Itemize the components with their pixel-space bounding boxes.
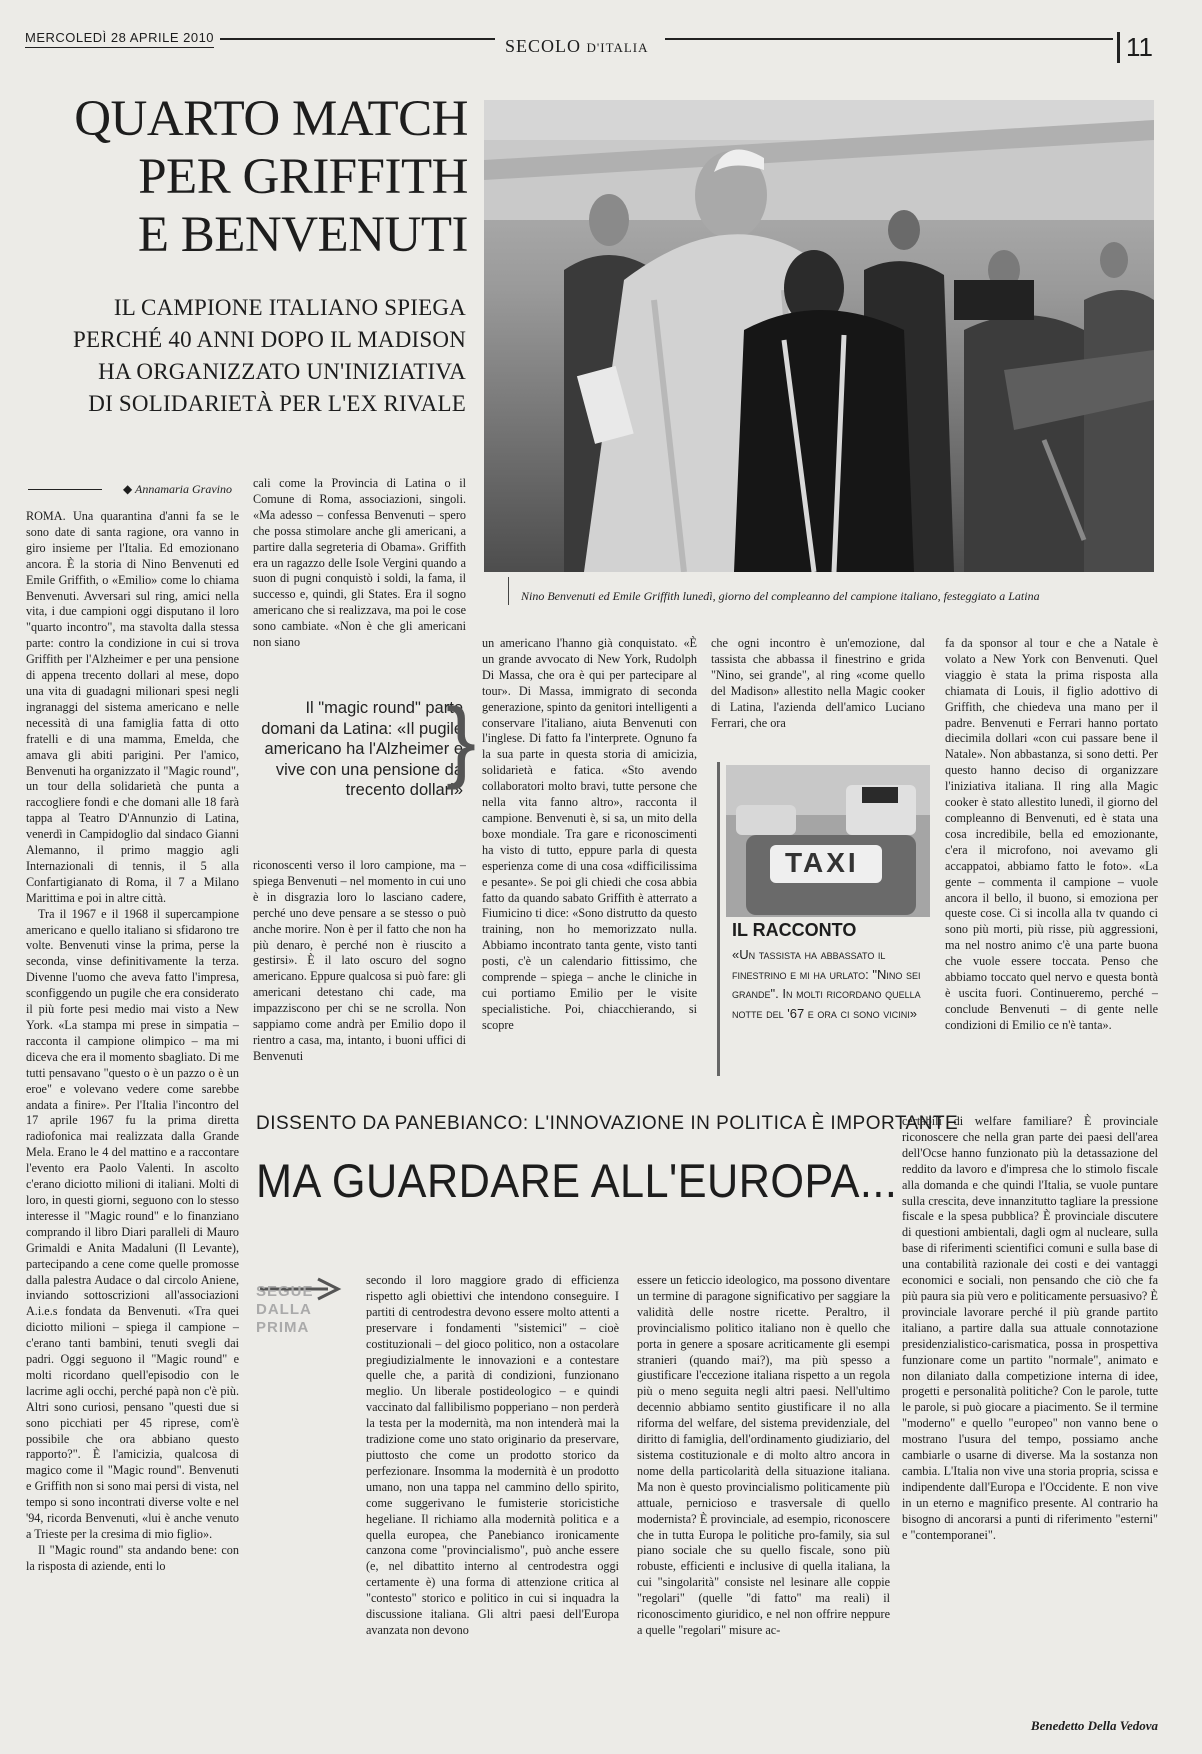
headline-line: E BENVENUTI <box>137 207 468 263</box>
deck-line: PERCHÉ 40 ANNI DOPO IL MADISON <box>73 327 466 352</box>
article-column-2 <box>253 476 466 665</box>
article2-column-3 <box>902 1114 1158 1712</box>
deck-line: HA ORGANIZZATO UN'INIZIATIVA <box>98 359 466 384</box>
paragraph: riconoscenti verso il loro campione, ma – spiega Benvenuti – nel momento in cui uno è in disgrazia loro lo lasciano cadere, perché uno deve pensare a se stesso o può anche morire. Non è per il fatto che non ha più denaro, è perché non è riuscito a gestirsi». È il lato oscuro del sogno americano. Eppure qualcosa si può fare: gli americani detestano chi cade, ma impazziscono per chi se ne scrolla. Non sappiamo come andrà per Emilio dopo il rientro a casa, ma, intanto, i buoni uffici di Benvenuti <box>253 858 466 1063</box>
paragraph: ROMA. Una quarantina d'anni fa se le sono date di santa ragione, ora vanno in giro insieme per l'Italia. Ed emozionano ancora. È la storia di Nino Benvenuti ed Emile Griffith, o «Emilio» come lo chiama Benvenuti. Avversari sul ring, amici nella vita, i due campioni oggi disputano il loro "quarto incontro", ma stavolta dalla stessa parte: contro la condizione in cui si trova Griffith per l'Alzheimer e per una pensione di appena trecento dollari al mese, dopo una vita di guadagni milionari spesi negli ingranaggi del sistema americano e nelle necessità di una famiglia fatta di otto fratelli e di una mamma, Emelda, che amava gli abiti parigini. Per l'amico, Benvenuti ha organizzato il "Magic round", un tour della solidarietà che punta a raccogliere fondi e che domani alle 18 farà tappa al Teatro D'Annunzio di Latina, venerdì in Campidoglio dal sindaco Gianni Alemanno, il primo maggio agli Internazionali di tennis, il 5 alla Confartigianato di Roma, il 7 a Milano Marittima e poi in altre città. <box>26 509 239 905</box>
photo-caption: Nino Benvenuti ed Emile Griffith lunedì, giorno del compleanno del campione italiano, festeggiato a Latina <box>521 589 1040 603</box>
paragraph: che ogni incontro è un'emozione, dal tassista che abbassa il finestrino e grida "Nino, sei grande", al ring «come quello del Madison» allestito nella Magic cooker di Latina, l'azienda dell'amico Luciano Ferrari, che ora <box>711 636 925 730</box>
boxers-photo-illustration <box>484 100 1154 572</box>
paragraph: certabili di welfare familiare? È provinciale riconoscere che nella gran parte dei paesi dell'area dell'Ocse hanno funzionato più la detassazione del reddito da lavoro e d'impresa che lo stimolo fiscale alla domanda e che quindi l'Italia, se vuole puntare sulla crescita, deve innanzitutto tagliare la pressione fiscale e la spesa pubblica? È provinciale discutere di questioni ambientali, dagli ogm al nucleare, sulla base di riferimenti scientifici comuni e sulla base di una contabilità razionale dei costi e dei vantaggi economici e sociali, non pensando che ciò che fa più paura sia più vero e politicamente persuasivo? È provinciale lavorare perché il più grande partito italiano, a partire dalla sua attuale connotazione presidenzialistico-carismatica, possa in prospettiva funzionare come un partito "normale", animato e non dilaniato dalla competizione interna di idee, progetti e personalità politiche? Con le parole, tutte le parole, si può giocare a piacimento. Se il termine "moderno" e quello "europeo" non vanno bene o mostrano l'usura del tempo, possiamo anche cambiarle o usarne di diverse. Ma la sostanza non cambia. L'Italia non vive una storia propria, scissa e indipendente dall'Europa e l'Occidente. E non vive in un eterno e magnifico presente. Al contrario ha bisogno di ancorarsi a punti di riferimento "esterni" e "contemporanei". <box>902 1114 1158 1542</box>
headline-line: QUARTO MATCH <box>74 91 468 147</box>
page-number: 11 <box>1117 32 1159 63</box>
paragraph: fa da sponsor al tour e che a Natale è volato a New York con Benvenuti. Quel viaggio è stata la prima risposta alla chiamata di Louis, il figlio adottivo di Griffith, che chiedeva una mano per il padre. Benvenuti e Ferrari hanno portato diecimila dollari «con cui passare bene il Natale». Non abbastanza, si sono detti. Per questo hanno deciso di organizzare l'iniziativa italiana. Il ring alla Magic cooker è stato allestito lunedì, il giorno del compleanno di Benvenuti, ed è stata una cosa incredibile, bella ed emozionante, c'era il microfono, noi avevamo gli accappatoi, abbiamo fatto le foto». «La gente – commenta il campione – vuole ancora il bello, il buono, si emoziona per queste cose. Ci si incolla alla tv quando ci sono più morti, più risse, più aggressioni, ma nel nostro animo c'è una parte buona che vuole essere toccata. Penso che abbiamo toccato quel nervo e questa bontà è uscita fuori. Continueremo, perché – conclude Benvenuti – di gente nelle condizioni di Emilio ce n'è tanta». <box>945 636 1158 1032</box>
paragraph: un americano l'hanno già conquistato. «È un grande avvocato di New York, Rudolph Di Massa, che ora è qui per partecipare al tour». Di Massa, immigrato di seconda generazione, spinto da genitori intelligenti a conservare l'italiano, aiuta Benvenuti con l'inglese. Di fatto fa l'interprete. Ognuno fa la sua parte in questa storia di amicizia, solidarietà e fatica. «Sto avendo collaboratori molto bravi, tutte persone che nella vita fanno altro», racconta il campione. Benvenuti è, si sa, un mito della boxe mondiale. Tra gare e riconoscimenti ha visto di tutto, eppure parla di questa esperienza come di una cosa «difficilissima e pesante». Se poi gli chiedi che cosa abbia fatto da quando sabato Griffith è atterrato a Fiumicino ti dice: «Sono distrutto da questo training, non ho memorizzato nulla. Abbiamo incontrato tanta gente, visto tanti posti, c'è un calendario fittissimo, che comprende – spiega – anche le cliniche in cui portiamo Emilio per le visite specialistiche. Poi, chiacchierando, si scopre <box>482 636 697 1032</box>
continued-label: SEGUE DALLA PRIMA <box>256 1283 314 1336</box>
paragraph: essere un feticcio ideologico, ma possono diventare un termine di paragone significativo per saggiare la validità delle nostre ricette. Peraltro, il provincialismo politico italiano non è quello che porta in genere a sposare acriticamente gli esempi stranieri (quando mai?), ma più spesso a giustificare l'eccezione italiana rispetto a un regola più o meno seguita negli altri paesi. Nell'ultimo decennio abbiamo sentito giustificare il no alla riforma del welfare, del sistema previdenziale, del diritto di famiglia, dell'ordinamento giudiziario, del sistema costituzionale e di molto altro ancora in nome della particolarità della situazione italiana. Ma non è questo provincialismo politicamente più attuale, pernicioso e trasversale di quello modernista? È provinciale, ad esempio, riconoscere che in tutta Europa le politiche pro-family, sia sul piano sociale che su quello fiscale, sono più robuste, efficienti e inclusive di quella italiana, la cui "singolarità" consiste nel lesinare alle coppie "regolari" (quelle "di fatto" ma reali) il riconoscimento giuridico, e nel non offrire neppure a quelle "regolari" misure ac- <box>637 1273 890 1637</box>
deck-line: DI SOLIDARIETÀ PER L'EX RIVALE <box>88 391 466 416</box>
box-quote: «Un tassista ha abbassato il finestrino e mi ha urlato: "Nino sei grande". In molti ricordano quella notte del '67 e ora ci sono vicini» <box>732 947 921 1021</box>
article-column-2-continued <box>253 858 466 1082</box>
paragraph: Tra il 1967 e il 1968 il supercampione americano e quello italiano si sfidarono tre volte. Benvenuti vinse la prima, perse la seconda, vinse definitivamente la terza. Divenne l'uomo che aveva fatto l'impresa, sconfiggendo un pugile che era considerato il più forte pesi medio mai visto a New York. «La stampa mi prese in simpatia – racconta il campione olimpico – ma mi diceva che era il momento sbagliato. Di me tutti pensavano "questo o è un pazzo o è un eroe" e volevano vedere come sarebbe andata a finire». Per l'Italia l'incontro del 17 aprile 1967 fu la prima diretta radiofonica mai realizzata dalla Grande Mela. Erano le 4 del mattino e a raccontare l'evento era Paolo Valenti. In ascolto c'erano diciotto milioni di italiani. Molti di loro, in questi giorni, seguono con lo stesso interesse il "Magic round" e lo finanziano comprando il libro Diari paralleli di Mauro Grimaldi e Anita Madaluni (Il Levante), partecipando a cene come quelle promosse dalla palestra Audace o dal circolo Aniene, inviando sottoscrizioni all'associazioni A.i.e.s fondata da Benvenuti. «Tra quei diciotto milioni – spiega il campione – c'erano tanti bambini, tenuti svegli dai padri. Oggi seguono il "Magic round" e molti ricordano quell'episodio con le lacrime agli occhi, perché papà non c'è più. Altri sono curiosi, pensano "questi due si sono picchiati per 45 riprese, com'è possibile che ora abbiano questo rapporto?". È l'amicizia, qualcosa di magico come il "Magic round". Benvenuti e Griffith non si sono mai persi di vista, nel tempo si sono incontrati diverse volte e nel '94, ricorda Benvenuti, «lui è anche venuto a Trieste per la cresima di mio figlio». <box>26 906 239 1541</box>
taxi-sign: TAXI <box>785 847 859 878</box>
article2-headline: MA GUARDARE ALL'EUROPA... <box>256 1154 898 1207</box>
masthead-rule-right <box>665 38 1113 40</box>
article-deck <box>28 292 466 420</box>
pull-quote: Il "magic round" parte domani da Latina: «Il pugile americano ha l'Alzheimer e vive con una pensione da trecento dollari» <box>261 699 463 799</box>
deck-line: IL CAMPIONE ITALIANO SPIEGA <box>113 295 466 320</box>
article2-column-2 <box>637 1273 890 1743</box>
newspaper-name-small: D'ITALIA <box>586 40 649 55</box>
taxi-photo-illustration <box>726 765 930 917</box>
paragraph: Il "Magic round" sta andando bene: con la risposta di aziende, enti lo <box>26 1542 239 1573</box>
headline-line: PER GRIFFITH <box>138 149 468 205</box>
brace-ornament: } <box>446 691 477 791</box>
taxi-photo <box>726 765 930 917</box>
article-headline <box>28 90 468 264</box>
box-side-rule <box>717 762 720 1076</box>
author-signature: Benedetto Della Vedova <box>1030 1718 1158 1733</box>
paragraph: secondo il loro maggiore grado di efficienza rispetto agli obiettivi che intendono conseguire. I partiti di centrodestra devono essere molto attenti a preservare i fondamenti "sistemici" – cioè costituzionali – del gioco politico, non a ostacolare pregiudizialmente le innovazioni e a contestare quelle che, a parità di condizioni, funzionano meglio. Un liberale postideologico – e quindi vaccinato dal fallibilismo popperiano – non perderà la testa per la modernità, ma non intenderà mai la tradizione come uno stato originario da preservare, piuttosto che come un prodotto storico da perfezionare. Insomma la modernità è un prodotto umano, non una tappa nel cammino dello spirito, come suggerivano le fumisterie storicistiche hegeliane. Il richiamo alla modernità politica e a quella europea, che Panebianco ironicamente canzona come "provincialismo", può anche essere (e, nel dibattito interno al centrodestra oggi certamente è) una forma di attenzione critica al "contesto" storico e politico in cui si inquadra la discussione italiana. Gli altri paesi dell'Europa avanzata non devono <box>366 1273 619 1637</box>
masthead-rule-left <box>220 38 495 40</box>
article-column-5 <box>945 636 1158 1082</box>
caption-rule <box>508 577 509 605</box>
article-column-1 <box>26 509 239 1733</box>
box-title: IL RACCONTO <box>732 920 857 940</box>
boxers-photo <box>484 100 1154 572</box>
byline: ◆ Annamaria Gravino <box>28 482 232 497</box>
issue-date: MERCOLEDÌ 28 APRILE 2010 <box>25 30 214 48</box>
newspaper-name <box>505 36 649 57</box>
masthead <box>25 24 1155 62</box>
paragraph: cali come la Provincia di Latina o il Comune di Roma, associazioni, singoli. «Ma adesso – confessa Benvenuti – spero che possa stimolare anche gli americani, a partire dalla segreteria di Obama». Griffith era un ragazzo delle Isole Vergini quando a suon di pugni conquistò i soldi, la fama, il successo e, quindi, gli States. Era il sogno americano che si realizzava, ma poi le cose sono cambiate. «Non è che gli americani non siano <box>253 476 466 650</box>
article-column-4 <box>711 636 925 756</box>
article-column-3 <box>482 636 697 1082</box>
article2-column-1 <box>366 1273 619 1743</box>
newspaper-name-main: SECOLO <box>505 36 582 56</box>
article2-kicker: DISSENTO DA PANEBIANCO: L'INNOVAZIONE IN POLITICA È IMPORTANTE <box>256 1113 959 1134</box>
